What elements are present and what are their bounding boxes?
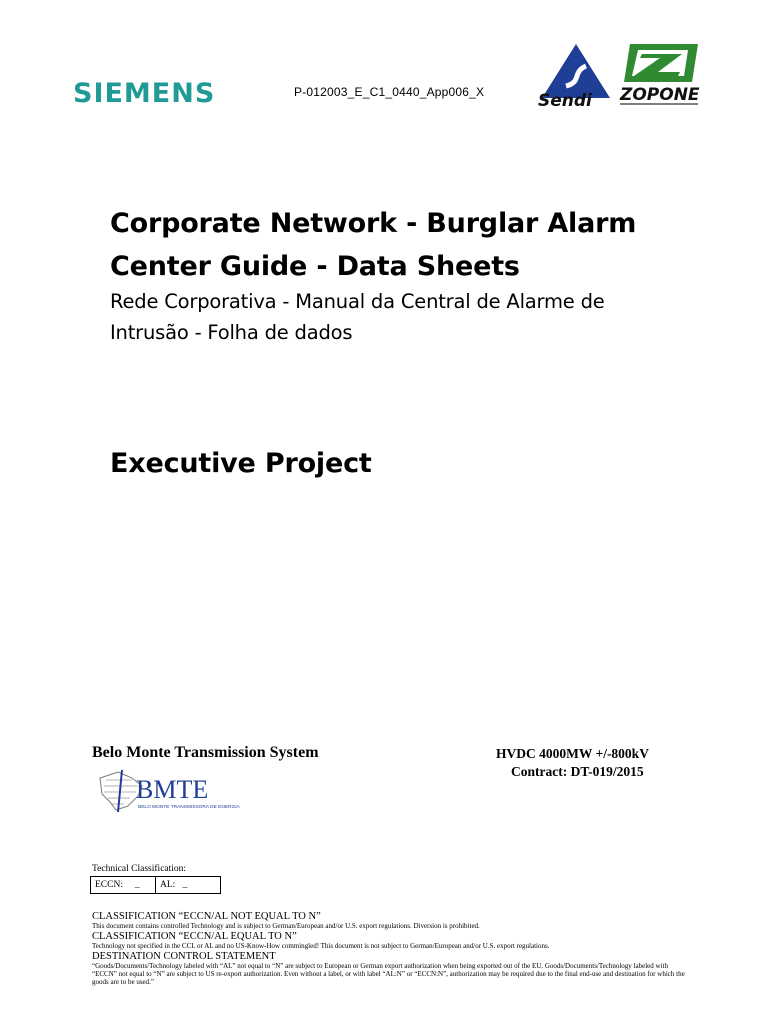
eccn-label: ECCN:: [95, 880, 123, 890]
bmte-logo-text: BMTE: [136, 775, 209, 804]
sendi-logo: [536, 42, 616, 108]
eccn-value: _: [134, 880, 140, 890]
classification-not-equal-heading: CLASSIFICATION “ECCN/AL NOT EQUAL TO N”: [92, 911, 321, 922]
bmte-logo-subtext: BELO MONTE TRANSMISSORA DE ENERGIA: [138, 805, 240, 810]
classification-equal-text: Technology not specified in the CCL or AL and no US-Know-How commingled! This document is not subject to German/European and/or U.S. export regulations.: [92, 942, 550, 950]
subtitle-line-2: Intrusão - Folha de dados: [110, 321, 353, 344]
system-name: Belo Monte Transmission System: [92, 744, 319, 761]
destination-control-text: “Goods/Documents/Technology labeled with “AL” not equal to “N” are subject to European or German export authorization when being exported out of the EU. Goods/Documents/Technology labeled with “ECCN” not equal to “N” are subject to US re-export authorization. Even without a label, or with label “AL:N” or “ECCN:N”, authorization may be required due to the final end-use and destination for which the goods are to be used.”: [92, 962, 685, 986]
document-title: [110, 202, 710, 288]
title-line-2: Center Guide - Data Sheets: [110, 251, 520, 282]
eccn-cell: [91, 877, 156, 894]
al-cell: [156, 877, 221, 894]
destination-control-heading: DESTINATION CONTROL STATEMENT: [92, 951, 276, 962]
classification-equal-heading: CLASSIFICATION “ECCN/AL EQUAL TO N”: [92, 931, 297, 942]
zopone-logo: [618, 42, 700, 108]
technical-classification-label: Technical Classification:: [92, 864, 187, 874]
eccn-table: [90, 876, 221, 894]
zopone-logo-text: ZOPONE: [620, 85, 700, 105]
project-type: Executive Project: [110, 448, 372, 479]
classification-not-equal-text: This document contains controlled Technology and is subject to German/European and/or U.S. export regulations. Diversion is prohibited.: [92, 922, 480, 930]
subtitle-line-1: Rede Corporativa - Manual da Central de Alarme de: [110, 290, 605, 313]
contract-number: Contract: DT-019/2015: [511, 764, 644, 779]
sendi-logo-text: Sendi: [538, 91, 592, 108]
siemens-logo: SIEMENS: [73, 78, 216, 109]
bmte-logo: [92, 766, 252, 814]
hvdc-rating: HVDC 4000MW +/-800kV: [496, 746, 649, 761]
title-line-1: Corporate Network - Burglar Alarm: [110, 208, 637, 239]
al-label: AL:: [160, 880, 176, 890]
document-id: P-012003_E_C1_0440_App006_X: [294, 85, 485, 99]
al-value: _: [182, 880, 188, 890]
sendi-triangle: [542, 44, 610, 98]
document-subtitle: [110, 286, 710, 348]
